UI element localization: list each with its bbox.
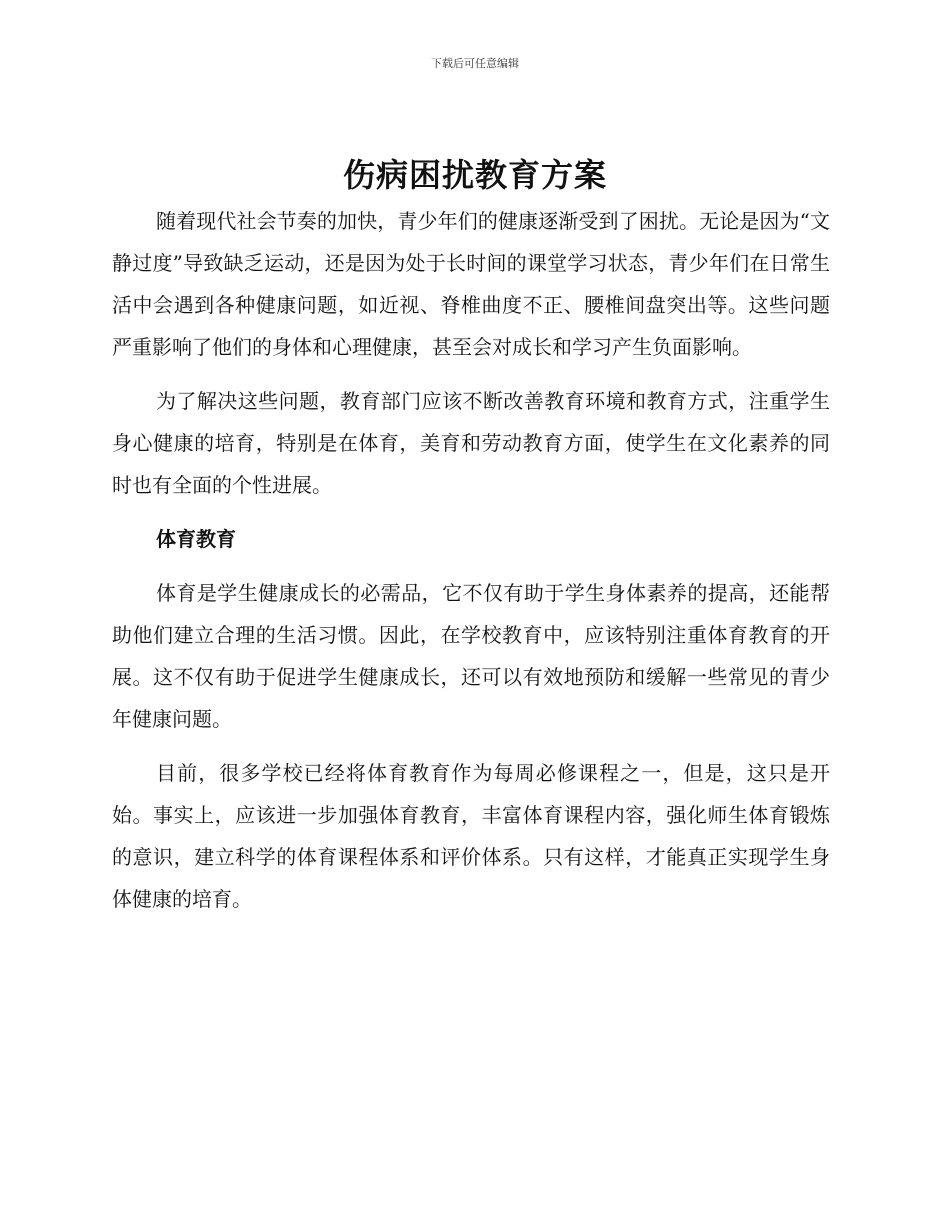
document-title: 伤病困扰教育方案 [342,156,607,194]
header-note: 下载后可任意编辑 [431,57,519,70]
paragraph-pe-current: 目前，很多学校已经将体育教育作为每周必修课程之一，但是，这只是开始。事实上，应该进一步加强体育教育，丰富体育课程内容，强化师生体育锻炼的意识，建立科学的体育课程体系和评价体系。只有这样，才能真正实现学生身体健康的培育。 [112,761,830,911]
document-body [112,200,830,932]
paragraph-intro: 随着现代社会节奏的加快，青少年们的健康逐渐受到了困扰。无论是因为“文静过度”导致缺乏运动，还是因为处于长时间的课堂学习状态，青少年们在日常生活中会遇到各种健康问题，如近视、脊椎曲度不正、腰椎间盘突出等。这些问题严重影响了他们的身体和心理健康，甚至会对成长和学习产生负面影响。 [112,209,830,359]
section-heading-pe: 体育教育 [156,527,236,551]
paragraph-solution: 为了解决这些问题，教育部门应该不断改善教育环境和教育方式，注重学生身心健康的培育，特别是在体育，美育和劳动教育方面，使学生在文化素养的同时也有全面的个性进展。 [112,389,830,497]
paragraph-pe-importance: 体育是学生健康成长的必需品，它不仅有助于学生身体素养的提高，还能帮助他们建立合理的生活习惯。因此，在学校教育中，应该特别注重体育教育的开展。这不仅有助于促进学生健康成长，还可以有效地预防和缓解一些常见的青少年健康问题。 [112,581,830,731]
